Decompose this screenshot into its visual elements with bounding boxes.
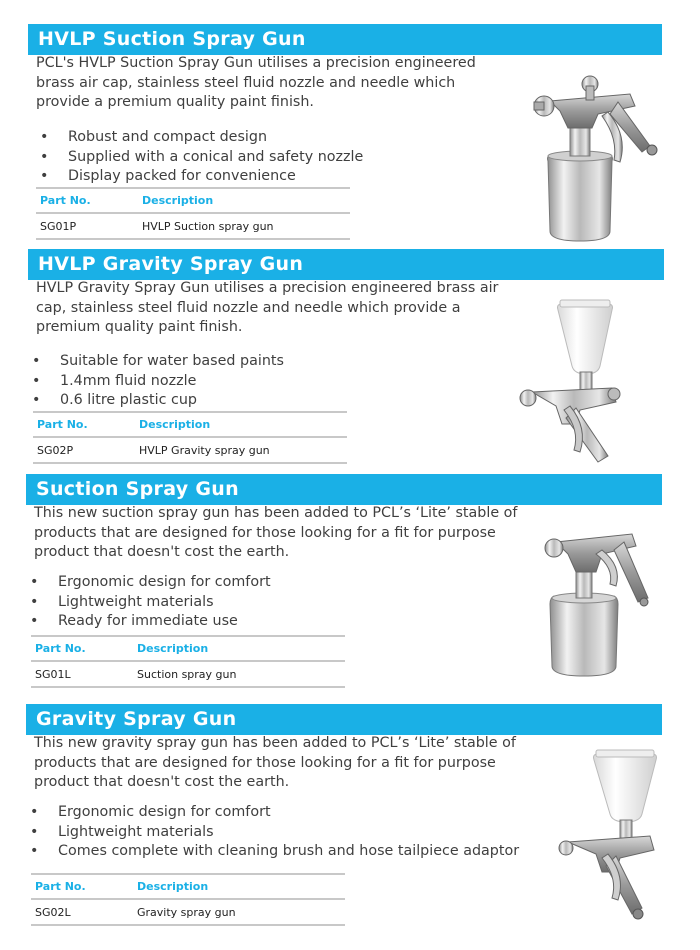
product-intro xyxy=(34,504,517,563)
feature-list xyxy=(58,803,519,862)
feature-item: • Suitable for water based paints xyxy=(60,352,284,372)
table-header-row xyxy=(33,412,347,437)
table-header-row xyxy=(31,874,345,899)
table-header-row xyxy=(36,188,350,213)
intro-line: cap, stainless steel fluid nozzle and needle which provide a xyxy=(36,299,461,316)
table-row xyxy=(36,213,350,239)
part-no-cell: SG02L xyxy=(31,899,133,925)
feature-list xyxy=(60,352,284,411)
intro-line: PCL's HVLP Suction Spray Gun utilises a precision engineered xyxy=(36,55,476,71)
feature-item: • Lightweight materials xyxy=(58,593,271,613)
part-no-header: Part No. xyxy=(33,412,135,437)
table-header-row xyxy=(31,636,345,661)
intro-line: This new suction spray gun has been added to PCL’s ‘Lite’ stable of xyxy=(34,505,518,521)
intro-line: product that doesn't cost the earth. xyxy=(34,774,290,791)
feature-list xyxy=(58,573,271,632)
part-no-header: Part No. xyxy=(36,188,138,213)
hvlp-gravity-spray-gun-image xyxy=(510,296,660,476)
part-no-header: Part No. xyxy=(31,636,133,661)
description-cell: Suction spray gun xyxy=(133,661,345,687)
product-intro xyxy=(34,734,516,793)
suction-spray-gun-image xyxy=(540,520,660,680)
intro-line: premium quality paint finish. xyxy=(36,319,243,336)
section-title: HVLP Suction Spray Gun xyxy=(38,28,306,50)
table-row xyxy=(31,899,345,925)
part-no-cell: SG02P xyxy=(33,437,135,463)
section-title-banner xyxy=(28,24,662,55)
section-title-banner xyxy=(26,474,662,505)
section-title: Gravity Spray Gun xyxy=(36,708,237,730)
intro-line: HVLP Gravity Spray Gun utilises a precision engineered brass air xyxy=(36,280,499,296)
description-cell: HVLP Suction spray gun xyxy=(138,213,350,239)
part-no-header: Part No. xyxy=(31,874,133,899)
section-title-banner xyxy=(28,249,664,280)
part-table xyxy=(31,873,345,926)
feature-item: • Ergonomic design for comfort xyxy=(58,803,519,823)
feature-item: • Robust and compact design xyxy=(68,128,363,148)
feature-item: • 0.6 litre plastic cup xyxy=(60,391,284,411)
intro-line: product that doesn't cost the earth. xyxy=(34,544,290,561)
feature-item: • Ready for immediate use xyxy=(58,612,271,632)
product-intro xyxy=(36,54,476,113)
section-title: Suction Spray Gun xyxy=(36,478,239,500)
part-table xyxy=(33,411,347,464)
intro-line: products that are designed for those looking for a fit for purpose xyxy=(34,524,496,541)
feature-item: • 1.4mm fluid nozzle xyxy=(60,372,284,392)
gravity-spray-gun-image xyxy=(558,748,670,923)
part-no-cell: SG01P xyxy=(36,213,138,239)
intro-line: brass air cap, stainless steel fluid nozzle and needle which xyxy=(36,74,456,91)
table-row xyxy=(31,661,345,687)
description-cell: Gravity spray gun xyxy=(133,899,345,925)
description-header: Description xyxy=(138,188,350,213)
section-title-banner xyxy=(26,704,662,735)
part-table xyxy=(31,635,345,688)
part-no-cell: SG01L xyxy=(31,661,133,687)
part-table xyxy=(36,187,350,240)
hvlp-suction-spray-gun-image xyxy=(510,66,670,246)
table-row xyxy=(33,437,347,463)
feature-list xyxy=(68,128,363,187)
feature-item: • Comes complete with cleaning brush and hose tailpiece adaptor xyxy=(58,842,519,862)
product-intro xyxy=(36,279,498,338)
description-header: Description xyxy=(133,874,345,899)
intro-line: This new gravity spray gun has been added to PCL’s ‘Lite’ stable of xyxy=(34,735,516,751)
feature-item: • Display packed for convenience xyxy=(68,167,363,187)
description-cell: HVLP Gravity spray gun xyxy=(135,437,347,463)
section-title: HVLP Gravity Spray Gun xyxy=(38,253,304,275)
intro-line: provide a premium quality paint finish. xyxy=(36,94,314,111)
description-header: Description xyxy=(135,412,347,437)
intro-line: products that are designed for those looking for a fit for purpose xyxy=(34,754,496,771)
feature-item: • Ergonomic design for comfort xyxy=(58,573,271,593)
feature-item: • Supplied with a conical and safety nozzle xyxy=(68,148,363,168)
description-header: Description xyxy=(133,636,345,661)
feature-item: • Lightweight materials xyxy=(58,823,519,843)
